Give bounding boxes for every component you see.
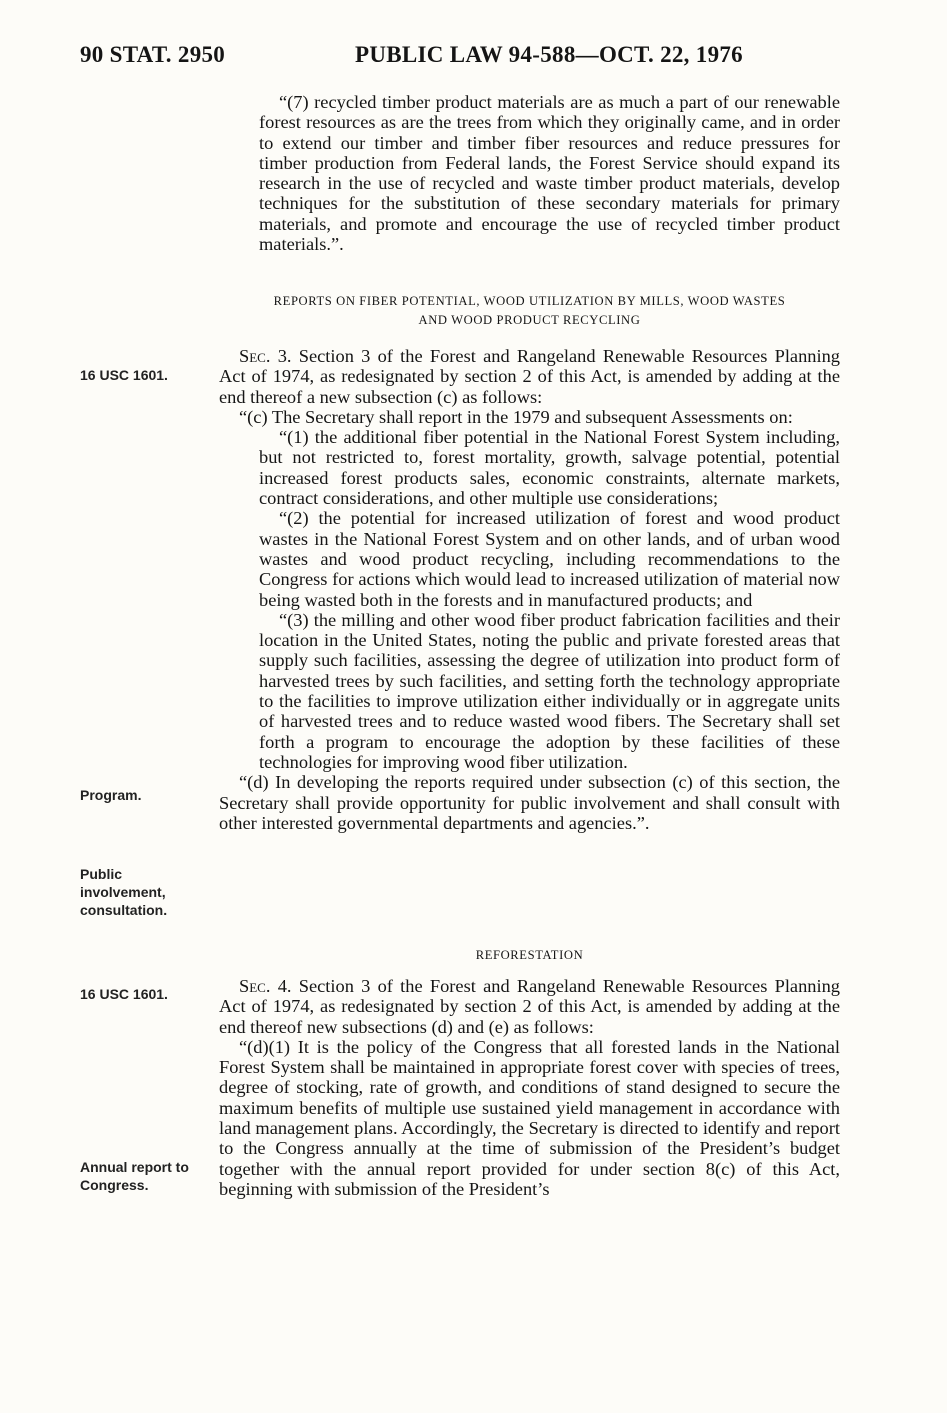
heading-line-2: AND WOOD PRODUCT RECYCLING [418,313,641,327]
sec3-c2: “(2) the potential for increased utilization of forest and wood product wastes in the National Forest System and on other lands, and of urban wood wastes and wood product recycling, including recommendations to the Congress for actions which would lead to increased utilization of material now being wasted both in the forests and in manufactured products; and [259,508,840,610]
margin-note-line: Public [80,866,123,882]
section-4-block [219,976,840,1199]
sec4-intro [219,976,840,1037]
sec4-intro-text: Section 3 of the Forest and Rangeland Renewable Resources Planning Act of 1974, as redesignated by section 2 of this Act, is amended by adding at the end thereof new subsections (d) and (e) as follows: [219,976,840,1037]
margin-note-public-involvement [80,865,167,919]
sec3-c1: “(1) the additional fiber potential in the National Forest System including, but not restricted to, forest mortality, growth, salvage potential, potential increased forest products sales, economic constraints, alternate markets, contract considerations, and other multiple use considerations; [259,427,840,509]
sec4-label: Sec. 4. [239,976,292,996]
sec4-d1: “(d)(1) It is the policy of the Congress that all forested lands in the National Forest System shall be maintained in appropriate forest cover with species of trees, degree of stocking, rate of growth, and conditions of stand designed to secure the maximum benefits of multiple use sustained yield management in accordance with land management plans. Accordingly, the Secretary is directed to identify and report to the Congress annually at the time of submission of the President’s budget together with the annual report provided for under section 8(c) of this Act, beginning with submission of the President’s [219,1036,840,1199]
margin-note-line: Congress. [80,1177,149,1193]
section-heading-fiber [219,292,840,330]
margin-note-program: Program. [80,787,142,803]
margin-note-usc-2: 16 USC 1601. [80,986,168,1002]
paragraph-7: “(7) recycled timber product materials are as much a part of our renewable forest resources as are the trees from which they originally came, and in order to extend our timber and timber fiber resources and reduce pressures for timber production from Federal lands, the Forest Service should expand its research in the use of recycled and waste timber product materials, develop techniques for the substitution of these secondary materials for primary materials, and promote and encourage the use of recycled timber product materials.”. [259,92,840,255]
margin-note-line: involvement, [80,884,166,900]
sec3-c3: “(3) the milling and other wood fiber product fabrication facilities and their location in the United States, noting the public and private forested areas that supply such facilities, assessing the degree of utilization into product form of harvested trees by such facilities, and setting forth the technology appropriate to the facilities to improve utilization either individually or in aggregate units of harvested trees and to reduce wasted wood fibers. The Secretary shall set forth a program to encourage the adoption by these facilities of these technologies for improving wood fiber utilization. [259,609,840,772]
running-header: PUBLIC LAW 94-588—OCT. 22, 1976 [355,42,743,67]
sec3-intro-text: Section 3 of the Forest and Rangeland Renewable Resources Planning Act of 1974, as redesignated by section 2 of this Act, is amended by adding at the end thereof a new subsection (c) as follows: [219,346,840,407]
margin-note-usc-1: 16 USC 1601. [80,367,168,383]
sec3-intro [219,346,840,407]
sec3-label: Sec. 3. [239,346,292,366]
sec3-subsection-c: “(c) The Secretary shall report in the 1979 and subsequent Assessments on: [239,406,793,427]
margin-note-line: consultation. [80,902,168,918]
margin-note-line: Annual report to [80,1159,189,1175]
statute-page-number: 90 STAT. 2950 [80,42,226,67]
section-heading-reforestation: REFORESTATION [475,948,584,962]
sec3-subsection-d: “(d) In developing the reports required under subsection (c) of this section, the Secretary shall provide opportunity for public involvement and shall consult with other interested governmental departments and agencies.”. [219,772,840,833]
section-7-block [219,92,840,254]
section-3-block [219,346,840,833]
margin-note-annual-report [80,1158,189,1194]
heading-line-1: REPORTS ON FIBER POTENTIAL, WOOD UTILIZATION BY MILLS, WOOD WASTES [273,294,786,308]
